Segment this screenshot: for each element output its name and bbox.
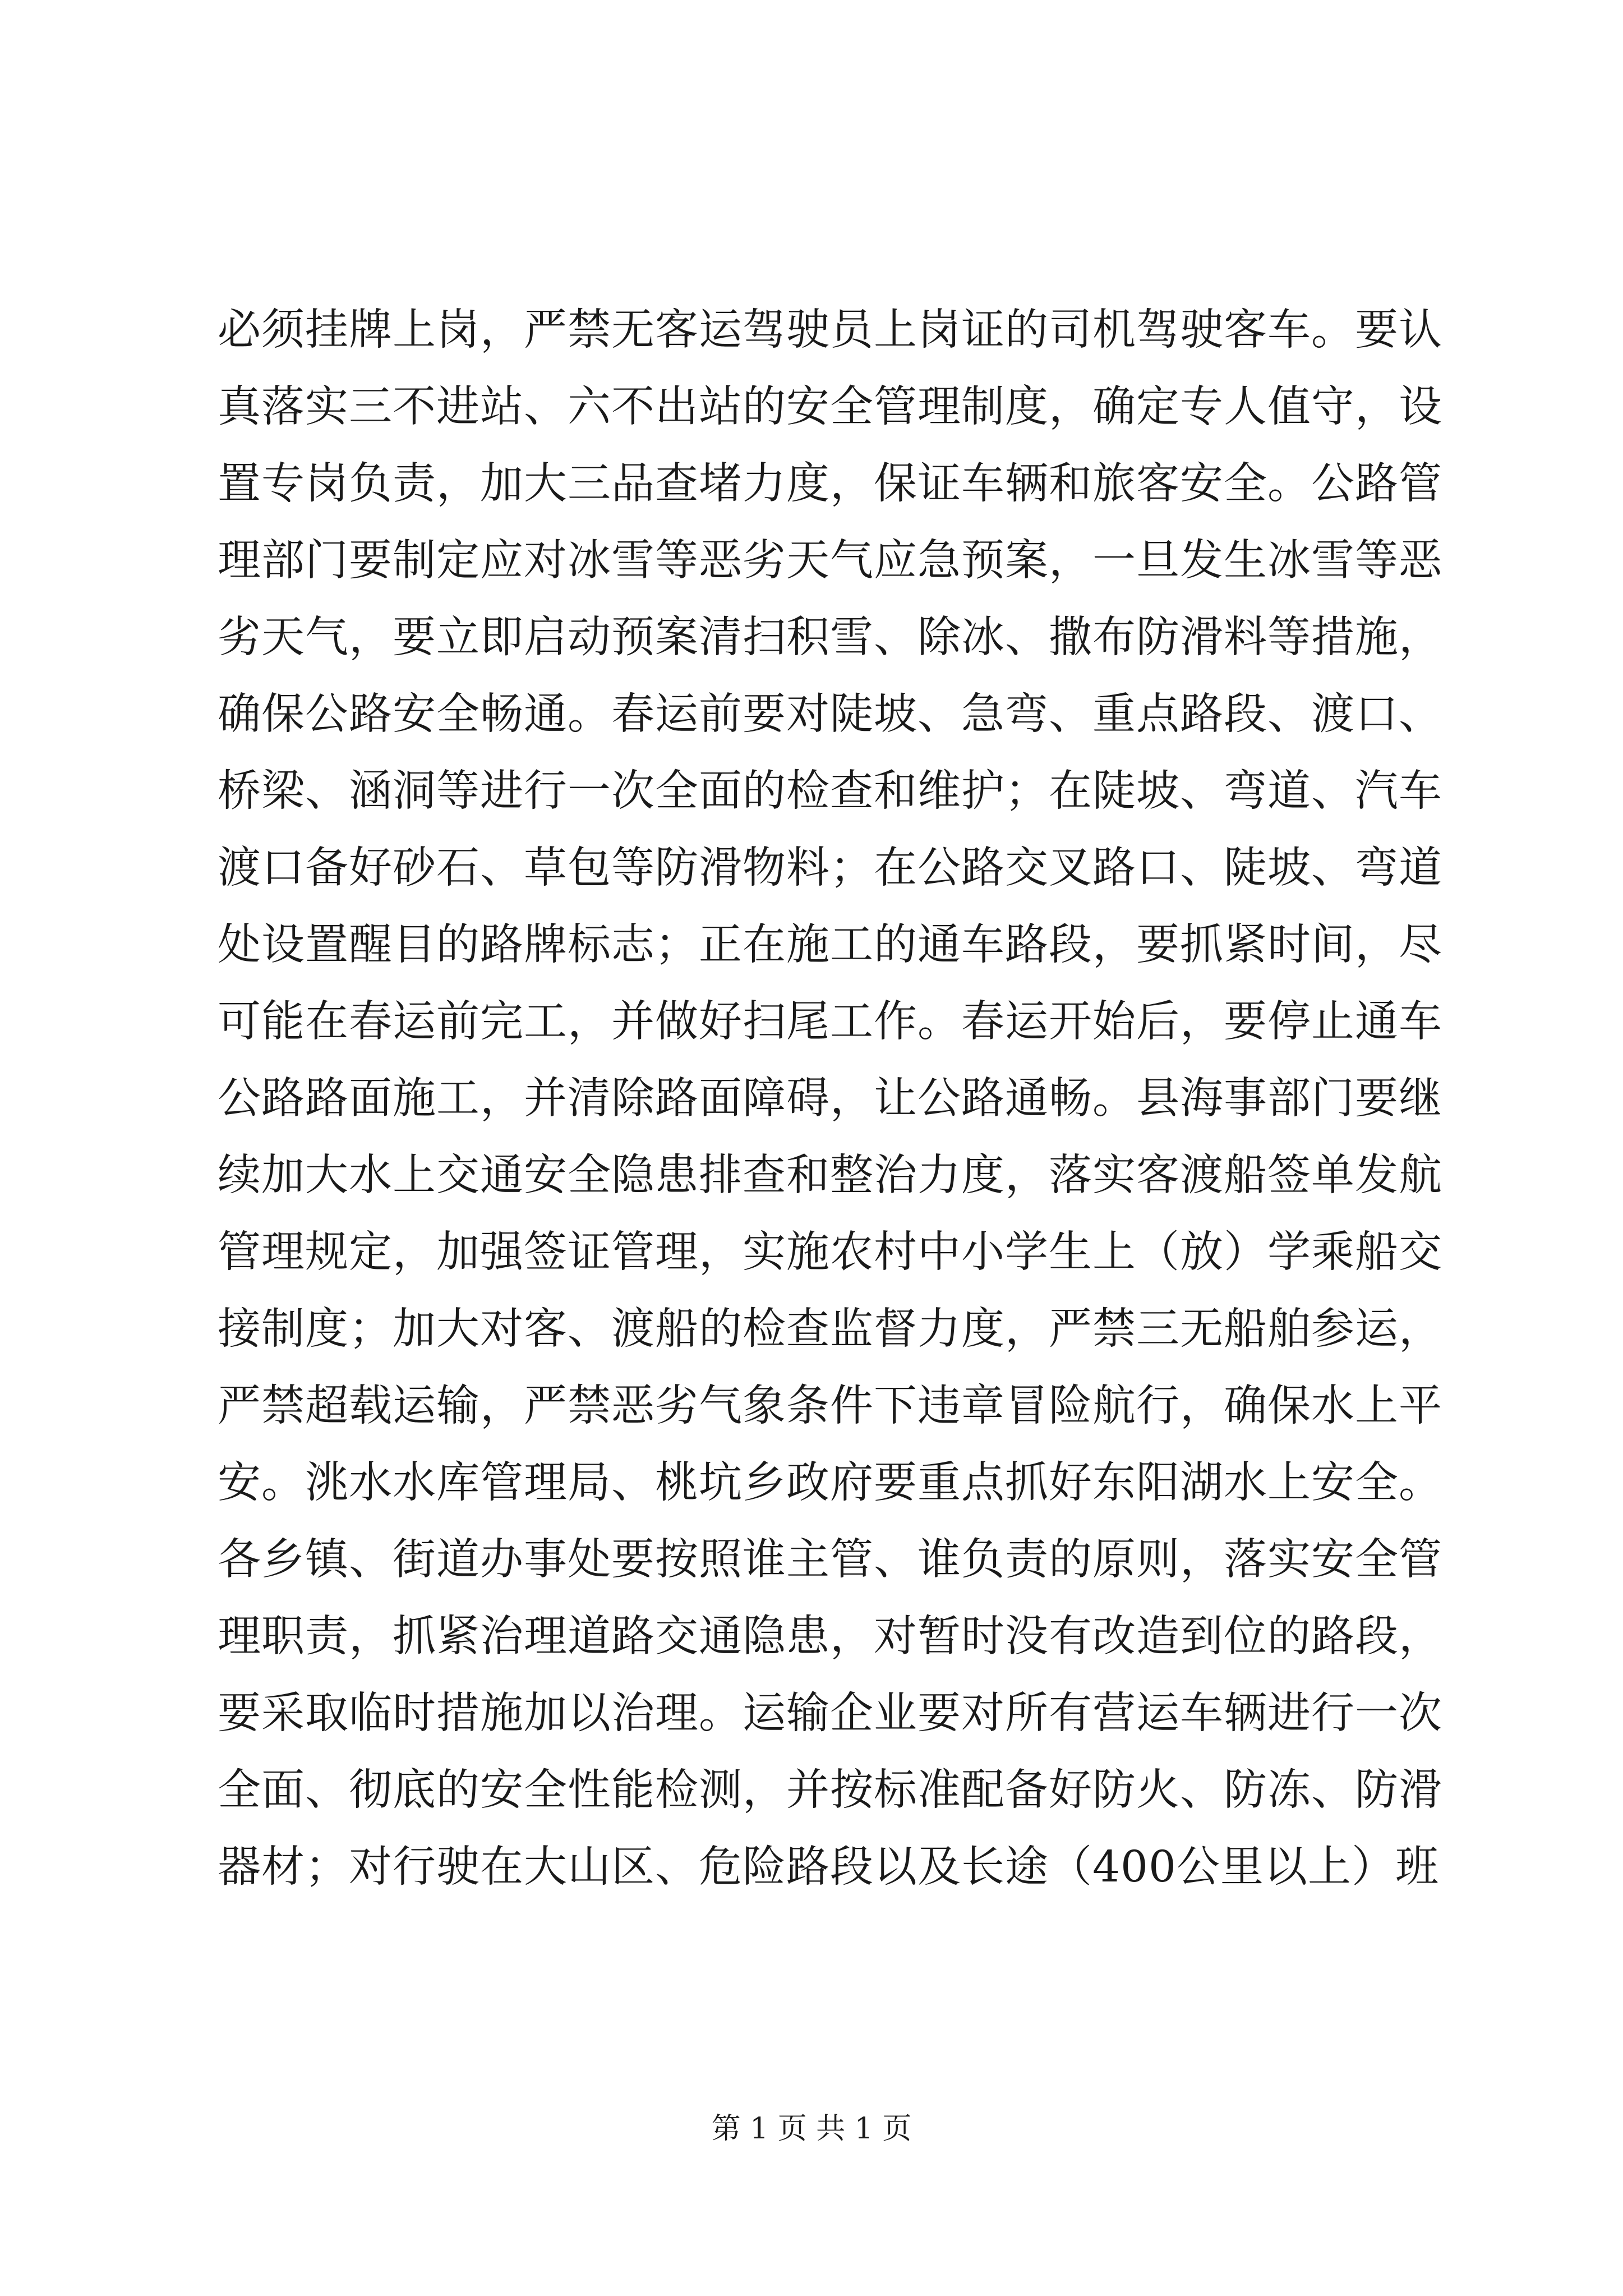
text-line-13: 管理规定，加强签证管理，实施农村中小学生上（放）学乘船交 xyxy=(218,1227,1442,1277)
text-line-18: 理职责，抓紧治理道路交通隐患，对暂时没有改造到位的路段， xyxy=(218,1612,1442,1662)
text-line-8: 渡口备好砂石、草包等防滑物料；在公路交叉路口、陡坡、弯道 xyxy=(218,843,1442,893)
text-line-10: 可能在春运前完工，并做好扫尾工作。春运开始后，要停止通车 xyxy=(218,997,1442,1047)
text-line-9: 处设置醒目的路牌标志；正在施工的通车路段，要抓紧时间，尽 xyxy=(218,920,1442,970)
page-number-label: 第 1 页 共 1 页 xyxy=(711,2112,912,2146)
text-line-7: 桥梁、涵洞等进行一次全面的检查和维护；在陡坡、弯道、汽车 xyxy=(218,766,1442,816)
text-line-3: 置专岗负责，加大三品查堵力度，保证车辆和旅客安全。公路管 xyxy=(218,459,1442,509)
body-paragraph xyxy=(218,292,1442,1906)
text-line-2: 真落实三不进站、六不出站的安全管理制度，确定专人值守，设 xyxy=(218,382,1442,432)
text-line-20: 全面、彻底的安全性能检测，并按标准配备好防火、防冻、防滑 xyxy=(218,1765,1442,1815)
text-line-14: 接制度；加大对客、渡船的检查监督力度，严禁三无船舶参运， xyxy=(218,1304,1442,1354)
text-line-6: 确保公路安全畅通。春运前要对陡坡、急弯、重点路段、渡口、 xyxy=(218,689,1442,739)
text-line-17: 各乡镇、街道办事处要按照谁主管、谁负责的原则，落实安全管 xyxy=(218,1535,1442,1585)
text-line-5: 劣天气，要立即启动预案清扫积雪、除冰、撒布防滑料等措施， xyxy=(218,613,1442,662)
text-line-1: 必须挂牌上岗，严禁无客运驾驶员上岗证的司机驾驶客车。要认 xyxy=(218,305,1442,355)
text-line-4: 理部门要制定应对冰雪等恶劣天气应急预案，一旦发生冰雪等恶 xyxy=(218,536,1442,586)
text-line-15: 严禁超载运输，严禁恶劣气象条件下违章冒险航行，确保水上平 xyxy=(218,1381,1442,1431)
text-line-16: 安。洮水水库管理局、桃坑乡政府要重点抓好东阳湖水上安全。 xyxy=(218,1458,1442,1508)
text-line-12: 续加大水上交通安全隐患排查和整治力度，落实客渡船签单发航 xyxy=(218,1151,1442,1200)
text-line-11: 公路路面施工，并清除路面障碍，让公路通畅。县海事部门要继 xyxy=(218,1074,1442,1124)
page-footer xyxy=(0,2109,1623,2148)
text-line-21: 器材；对行驶在大山区、危险路段以及长途（400公里以上）班 xyxy=(218,1842,1439,1892)
text-line-19: 要采取临时措施加以治理。运输企业要对所有营运车辆进行一次 xyxy=(218,1688,1442,1738)
